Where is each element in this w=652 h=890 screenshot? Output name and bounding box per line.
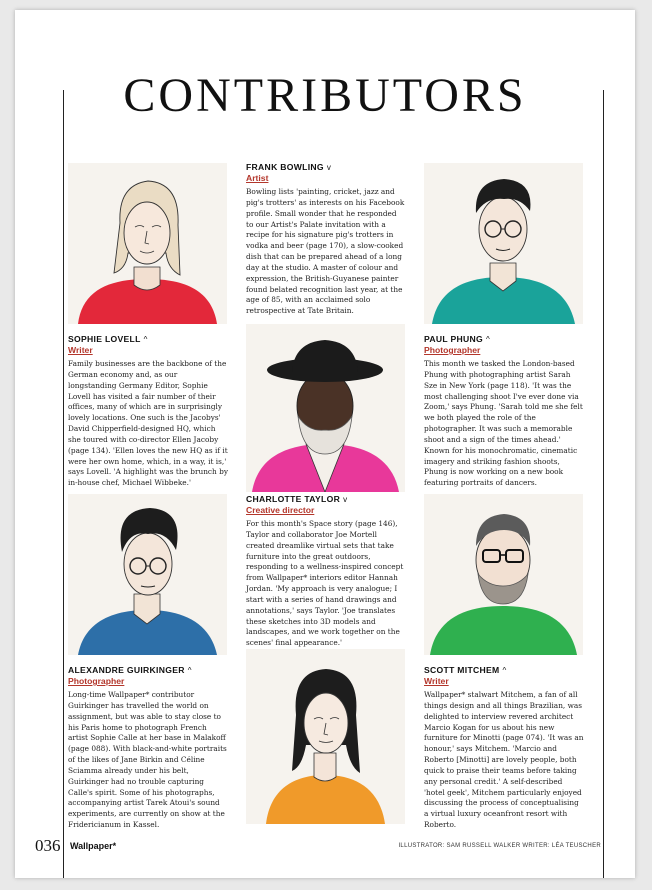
portrait-frank-bowling	[246, 324, 405, 492]
portrait-sophie-lovell	[68, 163, 227, 324]
chevron-up-icon: ^	[502, 666, 507, 675]
left-margin-rule	[63, 90, 64, 878]
contributor-bio: Family businesses are the backbone of the German economy and, as our longstanding Germany Editor, Sophie Lovell has visited a fair number of their offices, many of which are in surprisingly lovely locations. One such is the Jacobys' David Chipperfield-designed HQ, which she toured with co-director Ellen Jacoby (page 134). 'Ellen loves the new HQ as if it were her own home, which, in a way, it is,' says Lovell. 'A highlight was the brunch by in-house chef, Michael Wibbeke.'	[68, 359, 228, 488]
page-footer	[15, 836, 635, 856]
contributor-name: PAUL PHUNG ^	[424, 334, 491, 344]
contributor-charlotte-taylor	[246, 494, 406, 649]
chevron-down-icon: v	[343, 495, 348, 504]
contributor-paul-phung	[424, 334, 584, 489]
right-margin-rule	[603, 90, 604, 878]
contributor-name: ALEXANDRE GUIRKINGER ^	[68, 665, 192, 675]
wallpaper-logo: Wallpaper*	[70, 841, 117, 851]
contributor-scott-mitchem	[424, 665, 584, 831]
contributor-role: Photographer	[424, 345, 481, 355]
contributor-bio: For this month's Space story (page 146), Taylor and collaborator Joe Mortell created dreamlike virtual sets that take furniture into the great outdoors, responding to a wellness-inspired concept from Wallpaper* interiors editor Hannah Jordan. 'My approach is very analogue; I start with a series of hand drawings and annotations,' says Taylor. 'Joe translates these sketches into 3D models and landscapes, and we work together on the scenes' final appearance.'	[246, 519, 404, 648]
contributor-bio: Wallpaper* stalwart Mitchem, a fan of all things design and all things Brazilian, was delighted to interview revered architect Marcio Kogan for us about his new furniture for Minotti (page 074). 'It was an honour,' says Mitchem. 'Marcio and Roberto [Minotti] are lovely people, both quick to praise their teams before taking any personal credit.' A self-described 'hotel geek', Mitchem particularly enjoyed discussing the process of conceptualising a virtual luxury oceanfront resort with Roberto.	[424, 690, 584, 830]
contributor-role: Artist	[246, 173, 269, 183]
contributor-name: SOPHIE LOVELL ^	[68, 334, 148, 344]
contributor-bio: Long-time Wallpaper* contributor Guirkinger has travelled the world on assignment, but was able to stay close to his Paris home to photograph French artist Sophie Calle at her base in Malakoff (page 088). With black-and-white portraits of the likes of Jane Birkin and Céline Sciamma already under his belt, Guirkinger had no trouble capturing Calle's spirit. Some of his photographs, accompanying artist Tarek Atoui's sound experiments, are currently on show at the Fridericianum in Kassel.	[68, 690, 227, 830]
portrait-scott-mitchem	[424, 494, 583, 655]
chevron-up-icon: ^	[143, 335, 148, 344]
portrait-alexandre-guirkinger	[68, 494, 227, 655]
magazine-page	[15, 10, 635, 878]
page-number: 036	[35, 836, 61, 855]
chevron-up-icon: ^	[486, 335, 491, 344]
contributor-bio: Bowling lists 'painting, cricket, jazz and pig's trotters' as interests on his Facebook profile. Small wonder that he responded to our Artist's Palate invitation with a recipe for his signature pig's trotters in vodka and beer (page 170), a slow-cooked dish that can be prepared ahead of a long day at the studio. A master of colour and expression, the British-Guyanese painter found belated recognition last year, at the age of 85, with an acclaimed solo retrospective at Tate Britain.	[246, 187, 405, 316]
contributor-role: Photographer	[68, 676, 125, 686]
page-credits: ILLUSTRATOR: SAM RUSSELL WALKER WRITER: LÉA TEUSCHER	[398, 843, 601, 849]
contributor-role: Writer	[68, 345, 93, 355]
contributor-role: Creative director	[246, 505, 315, 515]
contributor-bio: This month we tasked the London-based Phung with photographing artist Sarah Sze in New York (page 118). 'It was the most challenging shoot I've ever done via Zoom,' says Phung. 'Sarah told me she felt we both played the role of the photographer. It was such a memorable shoot and a sign of the times ahead.' Known for his monochromatic, cinematic imagery and striking fashion shoots, Phung is now working on a new book featuring portraits of dancers.	[424, 359, 583, 488]
portrait-paul-phung	[424, 163, 583, 324]
chevron-up-icon: ^	[187, 666, 192, 675]
chevron-down-icon: v	[326, 163, 332, 172]
contributor-role: Writer	[424, 676, 449, 686]
contributor-name: CHARLOTTE TAYLOR v	[246, 494, 348, 504]
contributor-frank-bowling	[246, 162, 406, 317]
portrait-charlotte-taylor	[246, 649, 405, 824]
contributor-sophie-lovell	[68, 334, 228, 489]
contributor-alexandre-guirkinger	[68, 665, 228, 831]
page-title: CONTRIBUTORS	[123, 69, 527, 122]
contributor-name: SCOTT MITCHEM ^	[424, 665, 507, 675]
contributor-name: FRANK BOWLING v	[246, 162, 332, 172]
